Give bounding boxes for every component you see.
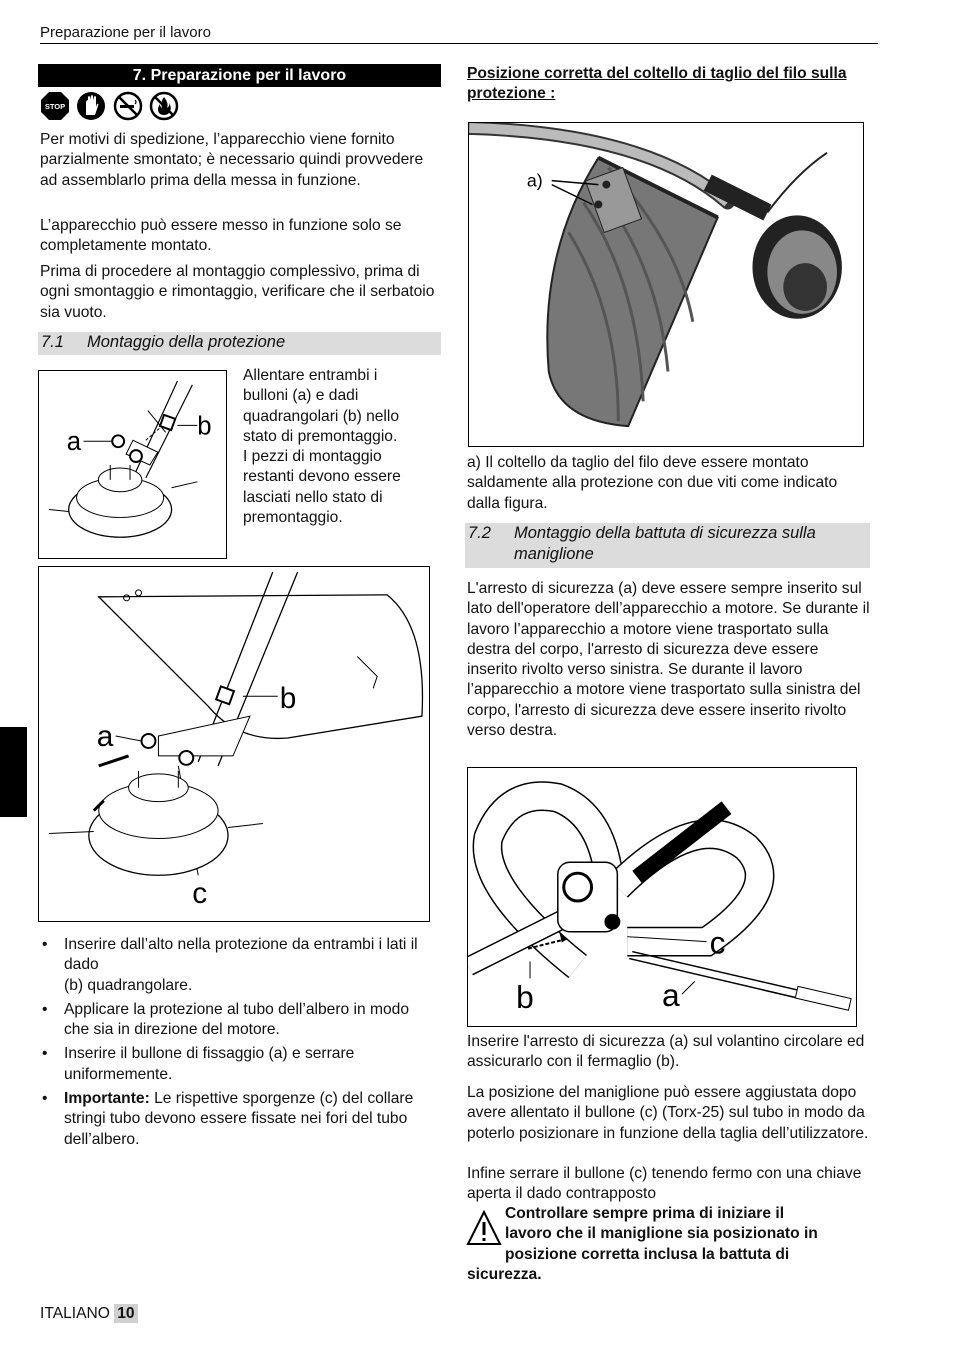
- subsection-7-2: [465, 523, 870, 568]
- page-number: 10: [114, 1304, 137, 1323]
- figure-4-caption: Inserire l'arresto di sicurezza (a) sul volantino circolare ed assicurarlo con il fermaglio (b).: [467, 1033, 865, 1071]
- bullet-text: Applicare la protezione al tubo dell’albero in modo che sia in direzione del motore.: [64, 1000, 410, 1039]
- caption-line: restanti devono essere: [243, 468, 401, 486]
- subsection-number: 7.1: [41, 333, 64, 351]
- caption-line: premontaggio.: [243, 509, 343, 527]
- subsection-title: Montaggio della protezione: [87, 333, 286, 351]
- bullet-text: (b) quadrangolare.: [64, 976, 193, 994]
- svg-text:STOP: STOP: [44, 102, 66, 111]
- list-item: • Importante: Le rispettive sporgenze (c) del collare stringi tubo devono essere fissate nei fori del tubo dell’albero.: [42, 1090, 414, 1148]
- adjust-paragraph-2: Infine serrare il bullone (c) tenendo fermo con una chiave aperta il dado contrapposto: [467, 1165, 862, 1203]
- section-7-2-paragraph: L'arresto di sicurezza (a) deve essere sempre inserito sul lato dell'operatore dell’apparecchio a motore. Se durante il lavoro l’apparecchio a motore viene trasportato sulla destra del corpo, l'arresto di sicurezza deve essere inserito rivolto verso sinistra. Se durante il lavoro l’apparecchio a motore viene trasportato sulla sinistra del corpo, l'arresto di sicurezza deve essere inserito rivolto verso destra.: [467, 580, 870, 740]
- figure-guard-assembly: [38, 566, 430, 922]
- running-header: Preparazione per il lavoro: [40, 24, 211, 41]
- subsection-number: 7.2: [468, 524, 491, 542]
- no-smoking-icon: [113, 91, 143, 121]
- caption-line: Allentare entrambi i: [243, 367, 378, 384]
- subsection-title-line2: maniglione: [514, 545, 594, 563]
- fig4-label-b: b: [516, 979, 534, 1016]
- figure-line-cutter-position: [468, 122, 864, 447]
- fig2-label-c: c: [192, 877, 208, 911]
- warning-line: lavoro che il maniglione sia posizionato in: [505, 1225, 818, 1243]
- adjust-paragraph: La posizione del maniglione può essere aggiustata dopo avere allentato il bullone (c) (Torx-25) sul tubo in modo da poterlo posizionare in funzione della taglia dell’utilizzatore.: [467, 1084, 869, 1142]
- subsection-title: Montaggio della battuta di sicurezza sulla: [514, 524, 816, 542]
- caption-line: stato di premontaggio.: [243, 427, 398, 445]
- figure-loosen-bolts: [38, 370, 227, 559]
- caption-line: quadrangolari (b) nello: [243, 407, 400, 425]
- list-item: • Inserire dall’alto nella protezione da entrambi i lati il dado (b) quadrangolare.: [42, 936, 418, 994]
- subsection-7-1: [38, 332, 441, 355]
- fig4-label-c: c: [709, 924, 726, 961]
- safety-icons: [40, 91, 181, 121]
- caption-line: lasciati nello stato di: [243, 488, 383, 506]
- list-item: • Inserire il bullone di fissaggio (a) e serrare uniformemente.: [42, 1045, 355, 1083]
- section-title: 7. Preparazione per il lavoro: [38, 64, 441, 87]
- fig3-label-a: a): [526, 170, 543, 191]
- bullet-text: Inserire il bullone di fissaggio (a) e serrare uniformemente.: [64, 1045, 355, 1083]
- fig2-label-a: a: [96, 719, 114, 753]
- figure-1-caption: [243, 366, 443, 528]
- intro-paragraph: L’apparecchio può essere messo in funzione solo se completamente montato.: [40, 217, 402, 255]
- right-column-title: Posizione corretta del coltello di taglio del filo sulla protezione :: [467, 65, 847, 103]
- bullet-bold: Importante:: [64, 1090, 150, 1108]
- fig2-label-b: b: [279, 682, 297, 716]
- warning-line: sicurezza.: [467, 1266, 542, 1283]
- gloves-icon: [76, 91, 106, 121]
- caption-line: I pezzi di montaggio: [243, 448, 382, 466]
- fig1-label-b: b: [197, 412, 212, 441]
- caption-line: bulloni (a) e dadi: [243, 387, 359, 405]
- chapter-tab: [0, 727, 27, 817]
- warning-line: Controllare sempre prima di iniziare il: [505, 1205, 785, 1222]
- warning-text: [505, 1204, 875, 1265]
- stop-icon: [40, 91, 70, 121]
- assembly-steps-list: [40, 935, 435, 1154]
- page-footer: [40, 1305, 138, 1323]
- warning-icon: [466, 1208, 502, 1248]
- warning-line: posizione corretta inclusa la battuta di: [505, 1245, 790, 1263]
- list-item: • Applicare la protezione al tubo dell’albero in modo che sia in direzione del motore.: [42, 1000, 410, 1039]
- fig1-label-a: a: [66, 428, 82, 457]
- no-fire-icon: [149, 91, 179, 121]
- bullet-text: Le rispettive sporgenze (c) del collare stringi tubo devono essere fissate nei fori del tubo dell’albero.: [64, 1090, 414, 1148]
- figure-3-caption: a) Il coltello da taglio del filo deve essere montato saldamente alla protezione con due viti come indicato dalla figura.: [467, 454, 838, 512]
- header-rule: [40, 43, 878, 44]
- intro-paragraph: Prima di procedere al montaggio complessivo, prima di ogni smontaggio e rimontaggio, verificare che il serbatoio sia vuoto.: [40, 263, 435, 321]
- fig4-label-a: a: [662, 977, 680, 1014]
- intro-paragraph: Per motivi di spedizione, l’apparecchio viene fornito parzialmente smontato; è necessario quindi provvedere ad assemblarlo prima della messa in funzione.: [40, 131, 424, 189]
- bullet-text: Inserire dall’alto nella protezione da entrambi i lati il dado: [64, 936, 418, 974]
- footer-language: ITALIANO: [40, 1305, 110, 1322]
- figure-safety-stop: [467, 767, 857, 1027]
